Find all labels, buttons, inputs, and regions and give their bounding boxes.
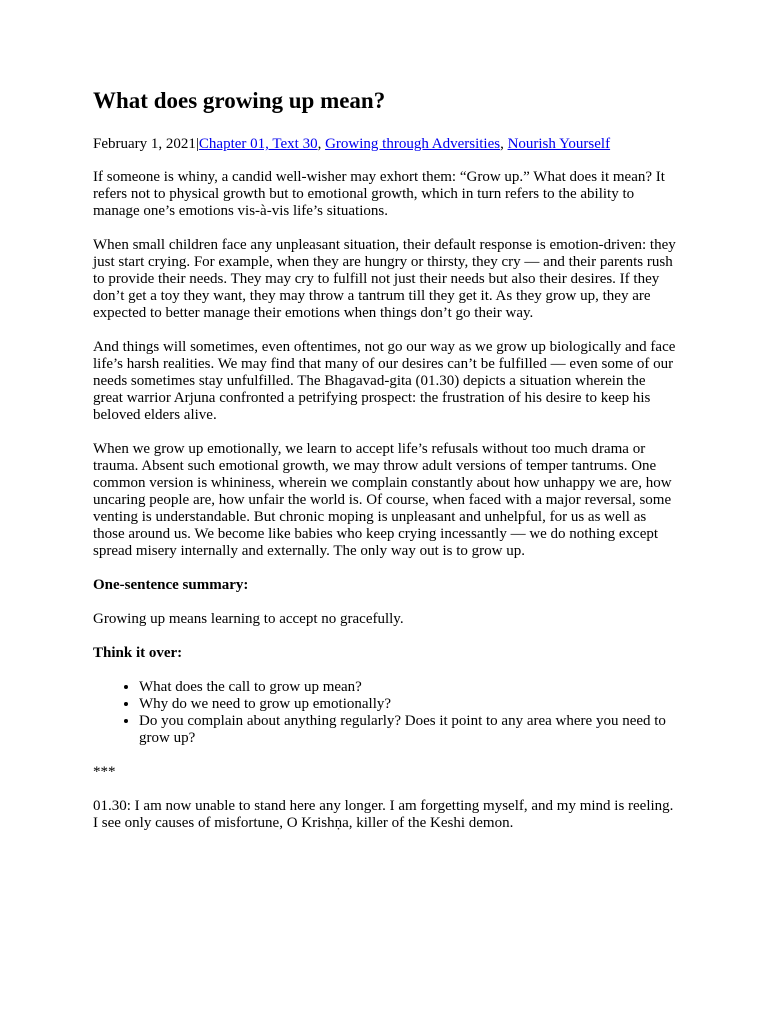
think-heading: Think it over: xyxy=(93,645,183,661)
summary-text: Growing up means learning to accept no gracefully. xyxy=(93,611,404,627)
verse-text: 01.30: I am now unable to stand here any longer. I am forgetting myself, and my mind is reeling. I see only causes of misfortune, O Krishṇa, killer of the Keshi demon. xyxy=(93,798,674,831)
article xyxy=(93,84,678,849)
category-link-nourish[interactable]: Nourish Yourself xyxy=(507,136,611,152)
post-date: February 1, 2021 xyxy=(93,136,196,152)
meta-separator: | xyxy=(195,136,199,152)
page-title: What does growing up mean? xyxy=(93,88,386,113)
body-paragraph: When we grow up emotionally, we learn to accept life’s refusals without too much drama or trauma. Absent such emotional growth, we may throw adult versions of temper tantrums. One common version is whininess, wherein we complain constantly about how unhappy we are, how uncaring people are, how unfair the world is. Of course, when faced with a major reversal, some venting is understandable. But chronic moping is unpleasant and unhelpful, for us as well as those around us. We become like babies who keep crying incessantly — we do nothing except spread misery internally and externally. The only way out is to grow up. xyxy=(93,441,672,559)
body-paragraph: And things will sometimes, even oftentimes, not go our way as we grow up biologically and face life’s harsh realities. We may find that many of our desires can’t be fulfilled — even some of our needs sometimes stay unfulfilled. The Bhagavad-gita (01.30) depicts a situation wherein the great warrior Arjuna confronted a petrifying prospect: the frustration of his desire to keep his beloved elders alive. xyxy=(93,339,676,423)
section-divider: *** xyxy=(93,764,116,780)
category-link-chapter[interactable]: Chapter 01, Text 30 xyxy=(198,136,318,152)
body-paragraph: When small children face any unpleasant situation, their default response is emotion-driven: they just start crying. For example, when they are hungry or thirsty, they cry — and their parents rush to provide their needs. They may cry to fulfill not just their needs but also their desires. If they don’t get a toy they want, they may throw a tantrum till they get it. As they grow up, they are expected to better manage their emotions when things don’t go their way. xyxy=(93,237,676,321)
category-link-adversities[interactable]: Growing through Adversities xyxy=(325,136,501,152)
list-item: • Why do we need to grow up emotionally? xyxy=(139,696,678,713)
body-paragraph: If someone is whiny, a candid well-wisher may exhort them: “Grow up.” What does it mean? It refers not to physical growth but to emotional growth, which in turn refers to the ability to manage one’s emotions vis-à-vis life’s situations. xyxy=(93,169,665,219)
category-comma: , xyxy=(317,136,326,152)
list-item: • Do you complain about anything regularly? Does it point to any area where you need to grow up? xyxy=(139,713,678,747)
list-item: • What does the call to grow up mean? xyxy=(139,679,678,696)
category-comma: , xyxy=(500,136,508,152)
question-list xyxy=(93,679,678,747)
post-meta xyxy=(93,135,678,153)
summary-heading: One-sentence summary: xyxy=(93,577,249,593)
